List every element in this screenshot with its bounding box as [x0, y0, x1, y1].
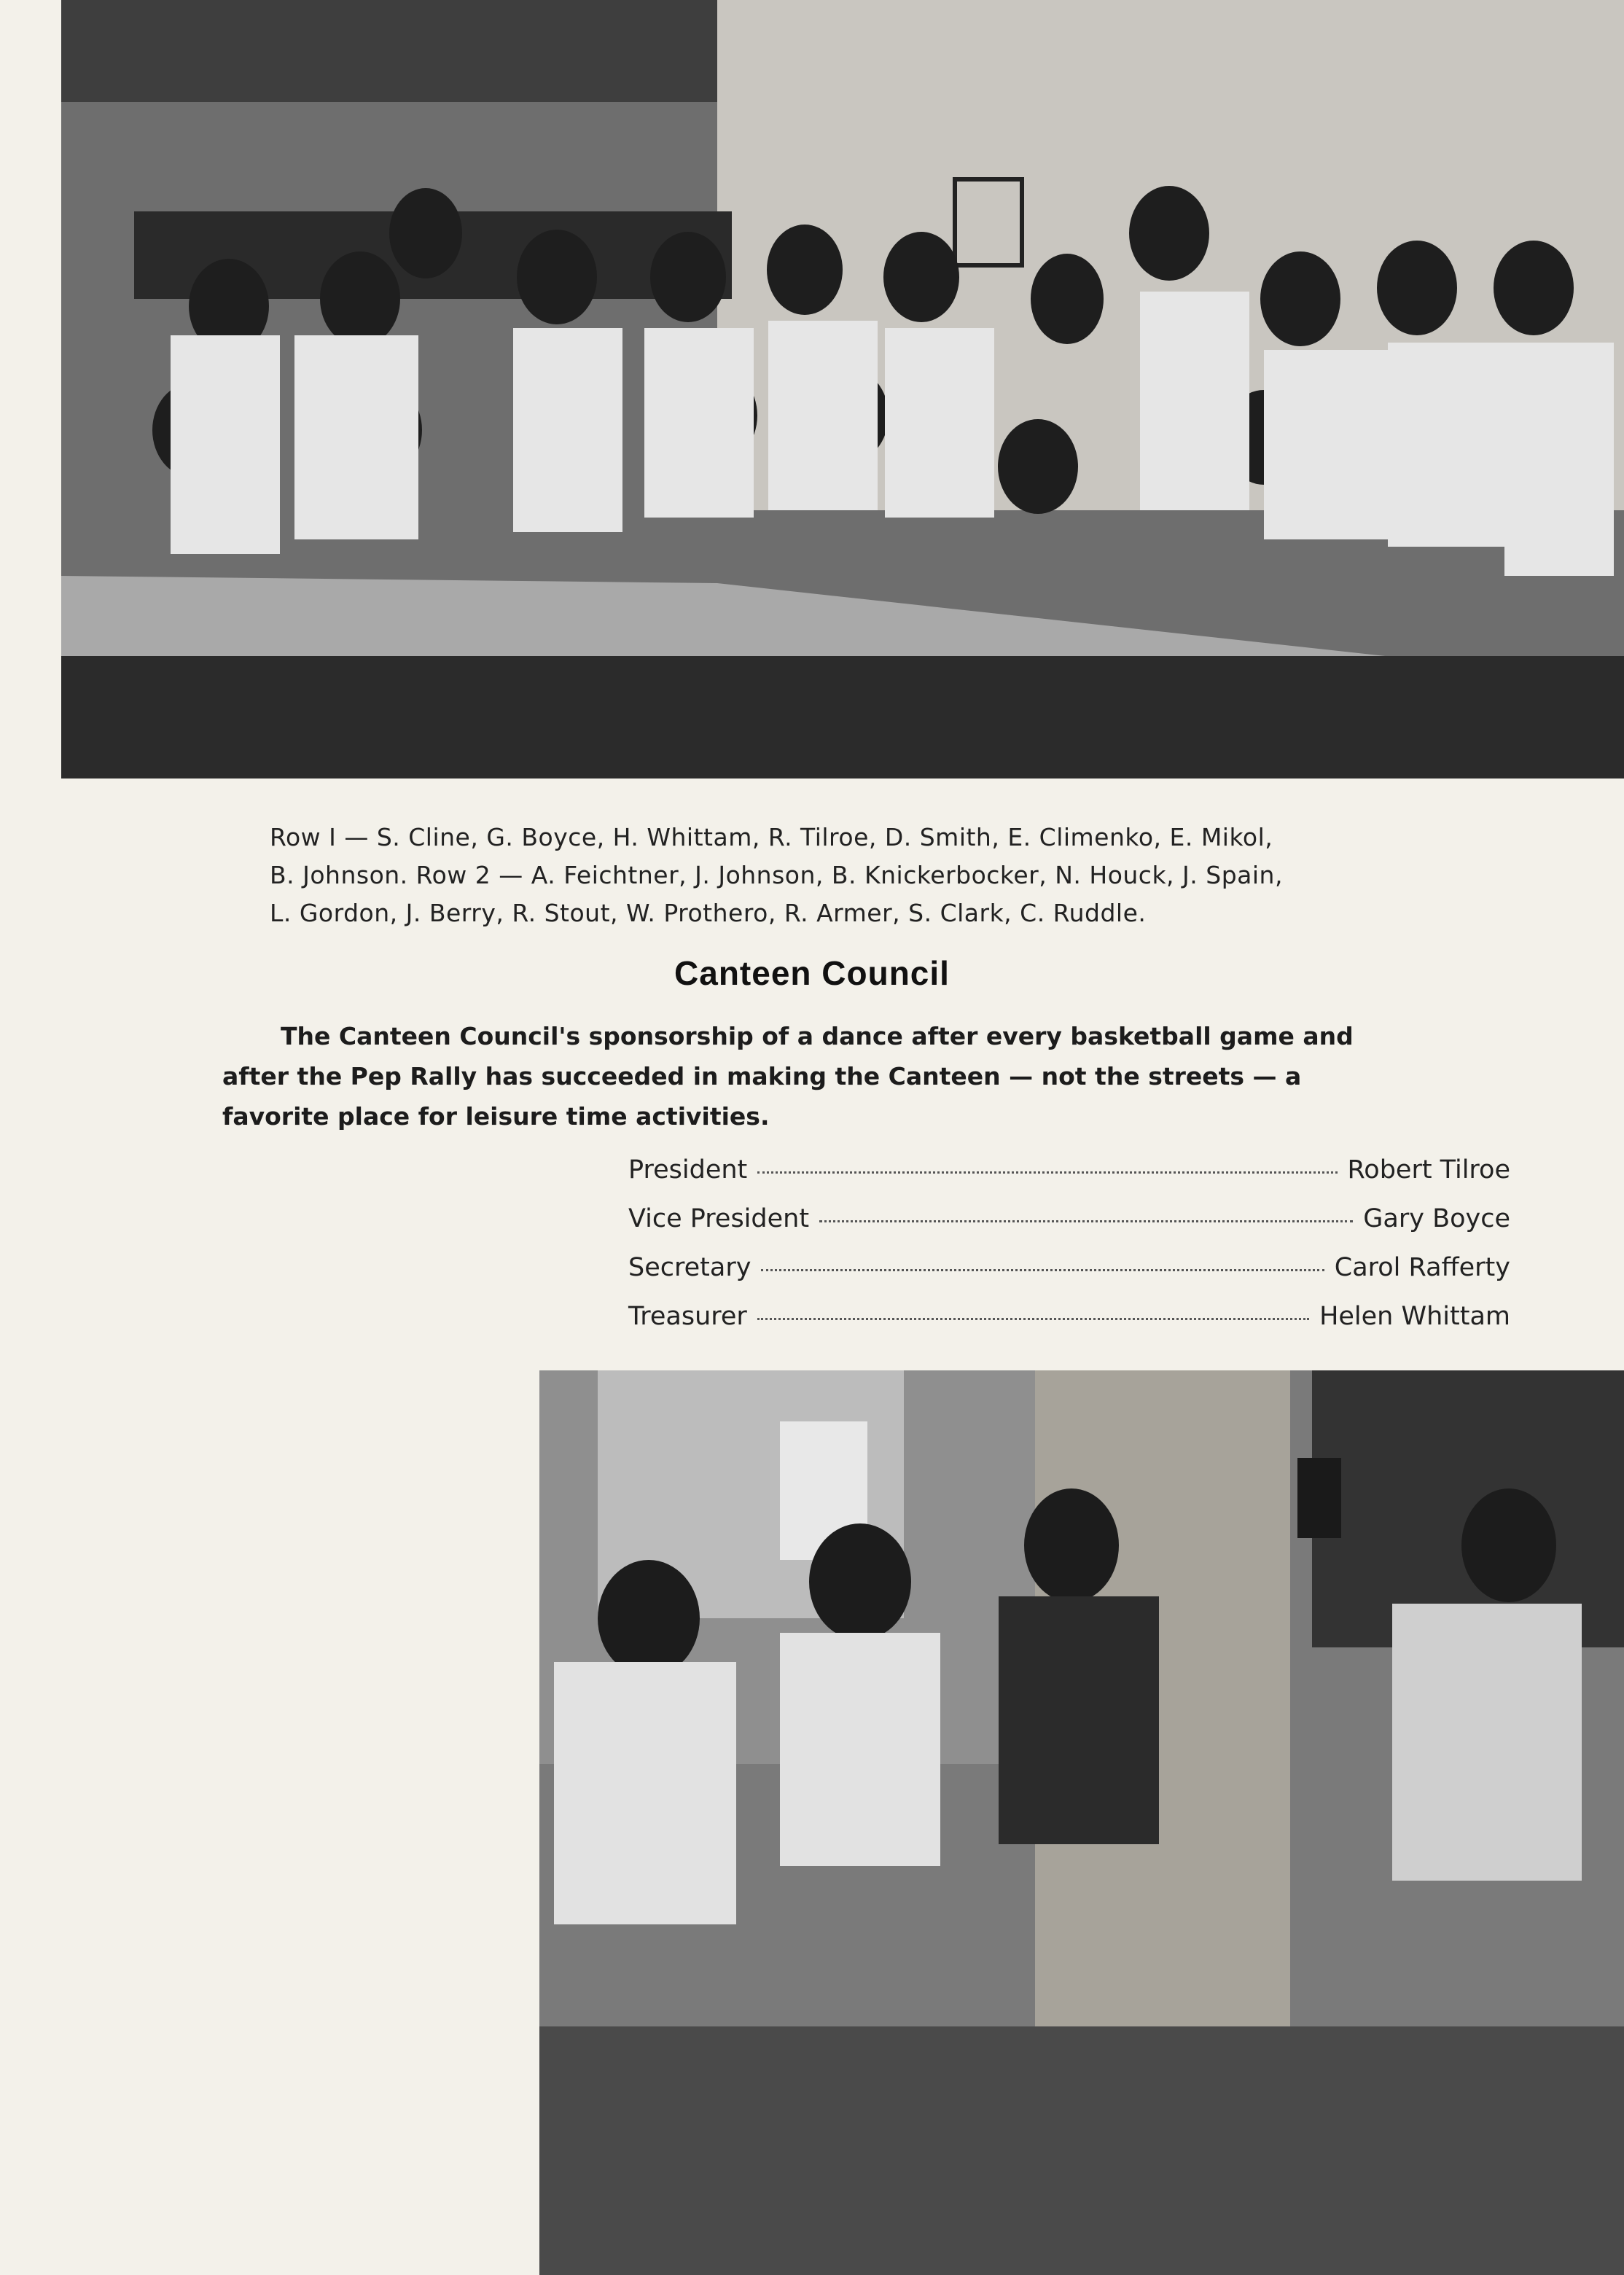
officer-secretary: [628, 1253, 1510, 1302]
officer-role: President: [628, 1155, 748, 1185]
officer-president: [628, 1155, 1510, 1204]
leader-dots: [761, 1269, 1324, 1271]
officer-vice-president: [628, 1204, 1510, 1253]
group-photo: [61, 0, 1624, 779]
description-line-3: favorite place for leisure time activities.: [222, 1102, 770, 1131]
leader-dots: [757, 1171, 1337, 1174]
photo-caption: [270, 819, 1378, 932]
group-photo-illustration: [61, 0, 1624, 779]
description-line-1: The Canteen Council's sponsorship of a dance after every basketball game and: [281, 1022, 1354, 1050]
officer-treasurer: [628, 1302, 1510, 1351]
officer-name: Robert Tilroe: [1347, 1155, 1510, 1185]
officer-role: Treasurer: [628, 1302, 747, 1331]
description-paragraph: [222, 1016, 1354, 1136]
caption-line-3: L. Gordon, J. Berry, R. Stout, W. Prothero, R. Armer, S. Clark, C. Ruddle.: [270, 899, 1147, 927]
classroom-photo: [539, 1370, 1624, 2275]
classroom-photo-illustration: [539, 1370, 1624, 2275]
description-line-2: after the Pep Rally has succeeded in making the Canteen — not the streets — a: [222, 1062, 1302, 1090]
page-title: Canteen Council: [674, 954, 950, 992]
officer-name: Helen Whittam: [1319, 1302, 1510, 1331]
caption-line-1: Row I — S. Cline, G. Boyce, H. Whittam, R. Tilroe, D. Smith, E. Climenko, E. Mikol,: [270, 823, 1273, 851]
officer-name: Carol Rafferty: [1334, 1253, 1510, 1282]
officers-list: [628, 1155, 1510, 1351]
caption-line-2: B. Johnson. Row 2 — A. Feichtner, J. Johnson, B. Knickerbocker, N. Houck, J. Spain,: [270, 861, 1283, 889]
leader-dots: [819, 1220, 1353, 1222]
officer-role: Vice President: [628, 1204, 810, 1233]
leader-dots: [757, 1318, 1309, 1320]
officer-role: Secretary: [628, 1253, 752, 1282]
officer-name: Gary Boyce: [1363, 1204, 1510, 1233]
